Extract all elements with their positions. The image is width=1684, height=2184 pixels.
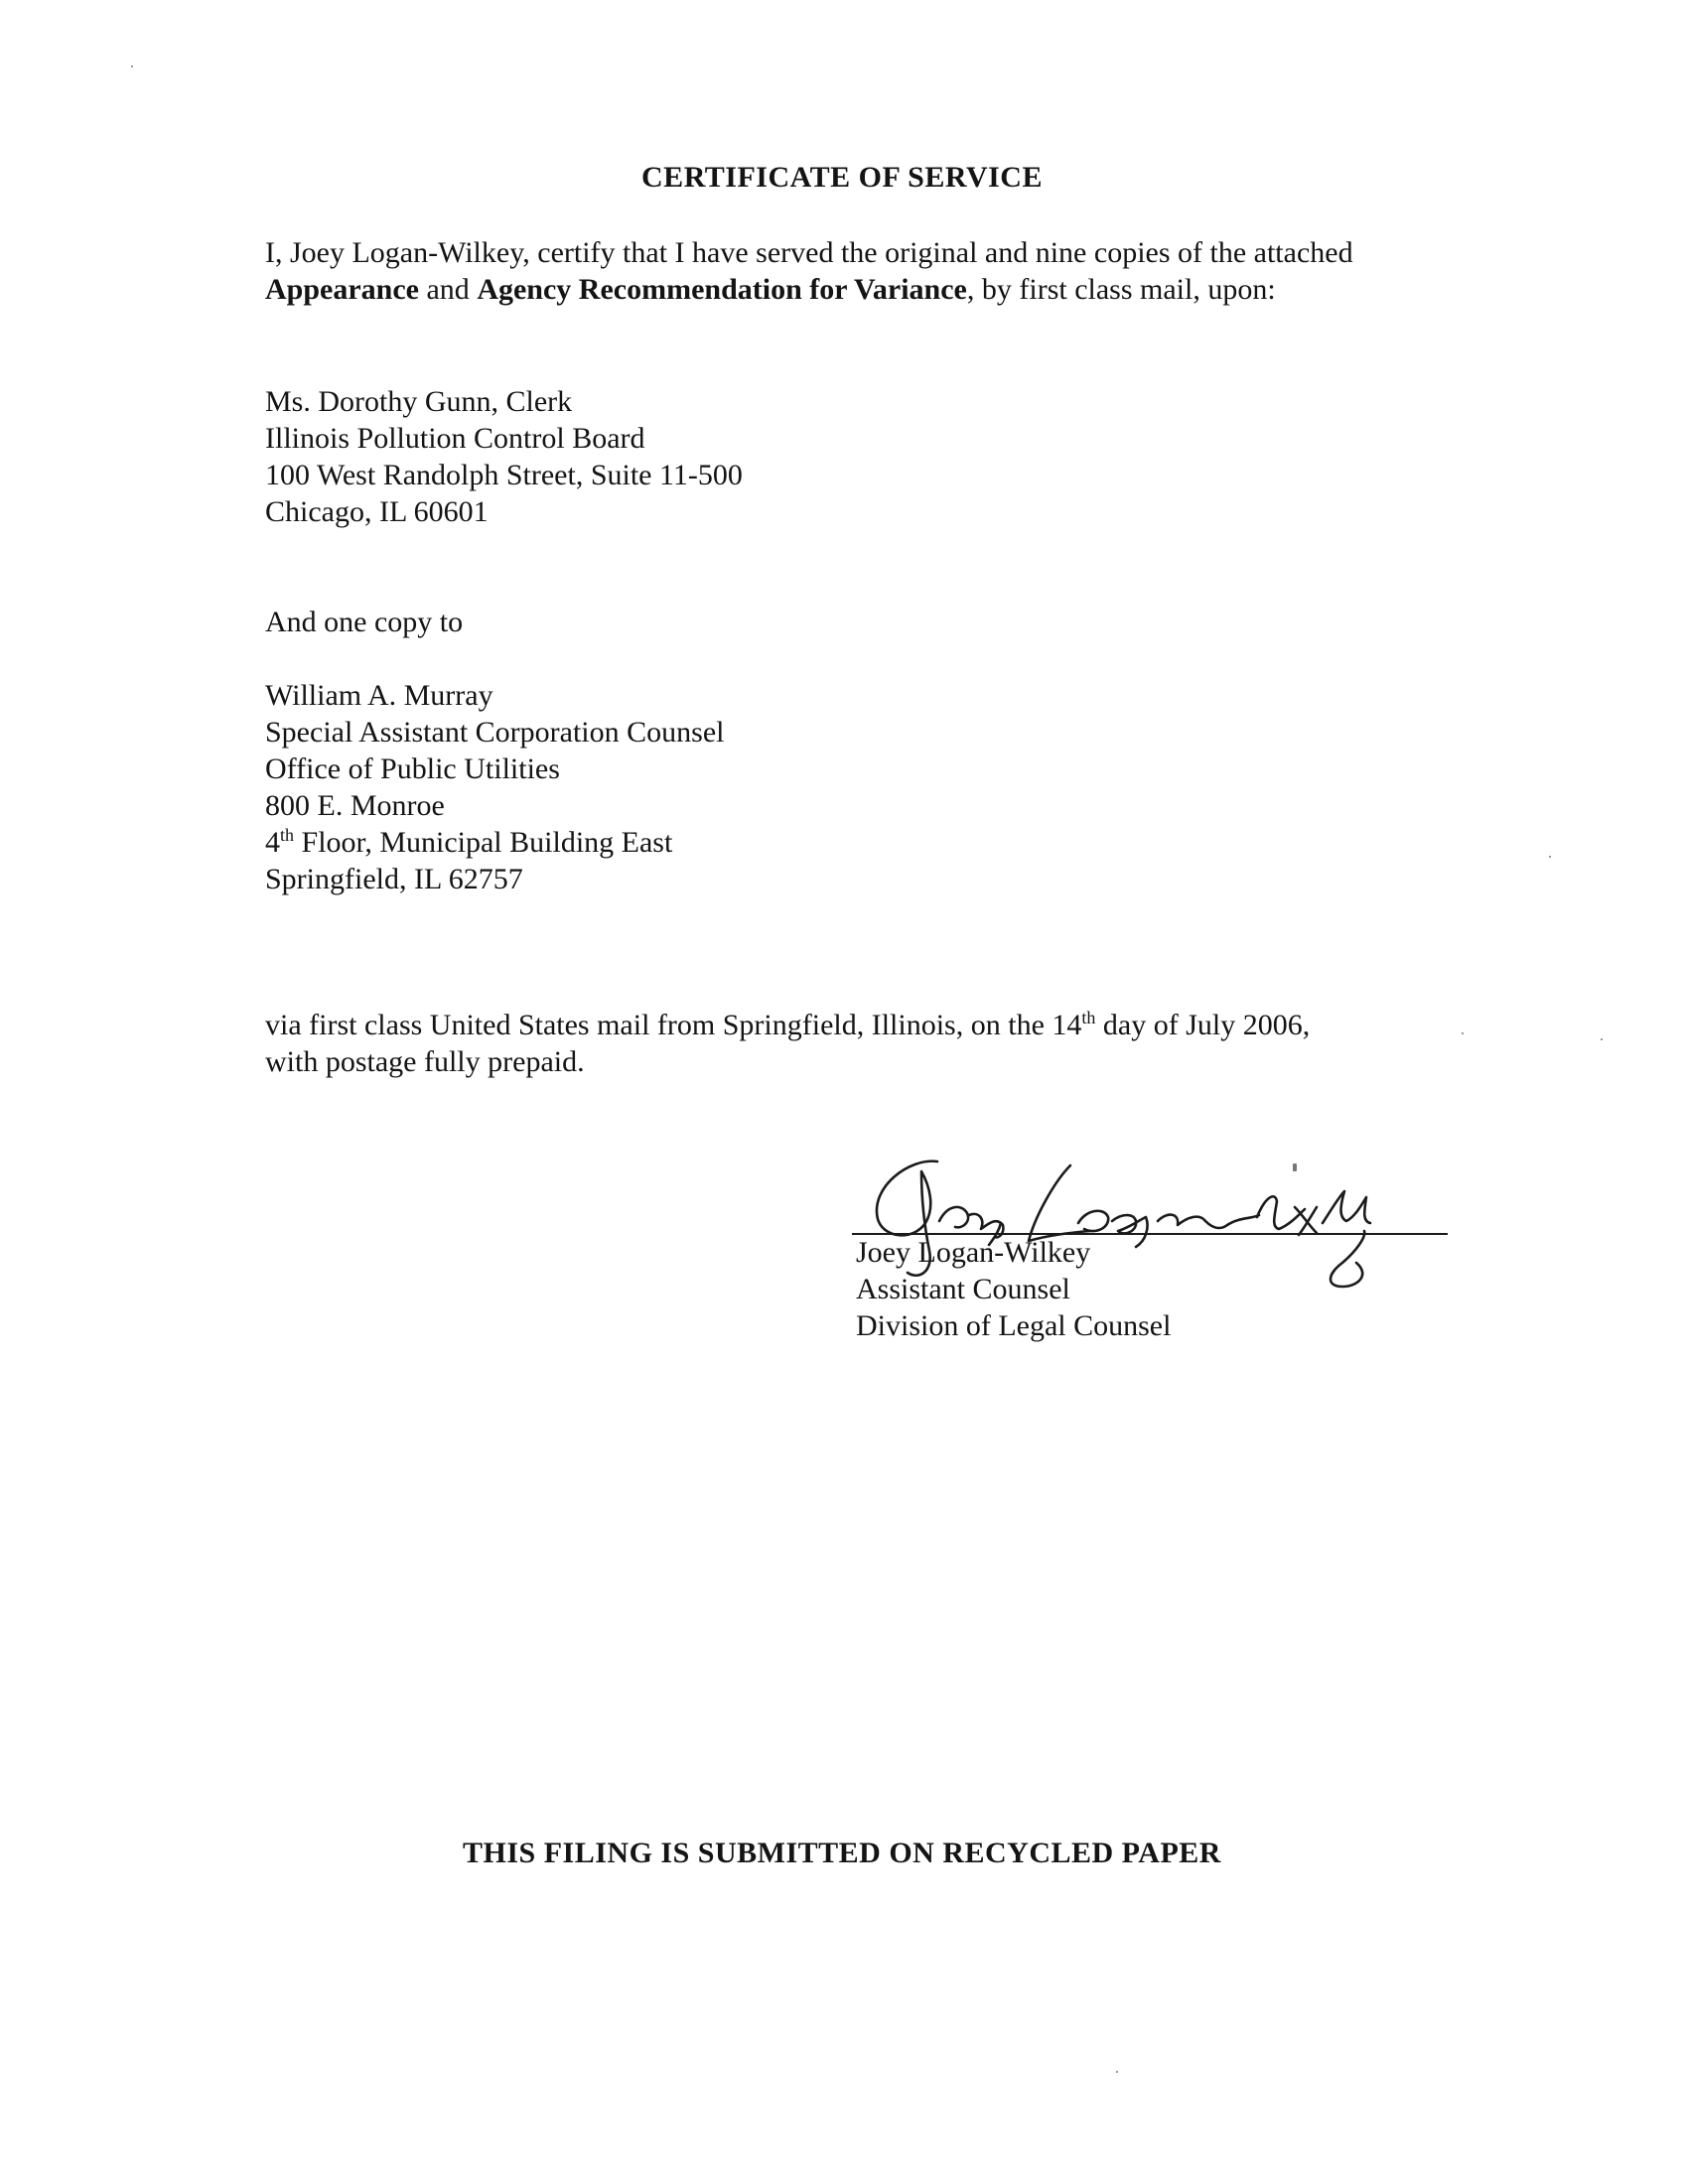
certification-paragraph — [265, 234, 1457, 308]
agency-recommendation-bold: Agency Recommendation for Variance — [477, 273, 967, 306]
floor-number: 4 — [265, 826, 280, 859]
signer-title: Assistant Counsel — [856, 1273, 1070, 1305]
scan-speck — [1116, 2071, 1118, 2073]
scan-speck — [1601, 1038, 1603, 1040]
via-text-3: with postage fully prepaid. — [265, 1045, 585, 1078]
intro-text-3: , by first class mail, upon: — [966, 273, 1276, 306]
address-line: Office of Public Utilities — [265, 752, 560, 785]
address-line: Chicago, IL 60601 — [265, 495, 489, 528]
intro-text-1: I, Joey Logan-Wilkey, certify that I have served the original and nine copies of the attached — [265, 236, 1353, 269]
scan-speck — [131, 66, 133, 68]
mailing-statement — [265, 1007, 1556, 1080]
address-line: Springfield, IL 62757 — [265, 863, 523, 895]
appearance-bold: Appearance — [265, 273, 419, 306]
intro-text-2: and — [418, 273, 478, 306]
signer-block — [856, 1234, 1171, 1344]
recycled-paper-notice: THIS FILING IS SUBMITTED ON RECYCLED PAPER — [463, 1837, 1221, 1869]
day-ordinal: th — [1081, 1008, 1096, 1027]
address-line: William A. Murray — [265, 679, 493, 712]
scan-speck — [1462, 1032, 1464, 1034]
address-line: 800 E. Monroe — [265, 789, 445, 822]
address-line — [265, 824, 724, 861]
address-line: Ms. Dorothy Gunn, Clerk — [265, 385, 573, 418]
floor-rest: Floor, Municipal Building East — [294, 826, 673, 859]
address-line: Illinois Pollution Control Board — [265, 422, 645, 455]
address-line: Special Assistant Corporation Counsel — [265, 716, 725, 749]
signer-name: Joey Logan-Wilkey — [856, 1236, 1091, 1269]
scan-speck — [1293, 1163, 1297, 1171]
via-text-2: day of July 2006, — [1095, 1009, 1311, 1041]
document-title: CERTIFICATE OF SERVICE — [641, 161, 1043, 194]
recipient-1-address — [265, 383, 743, 530]
floor-ordinal: th — [280, 825, 295, 845]
and-one-copy-to: And one copy to — [265, 606, 464, 638]
address-line: 100 West Randolph Street, Suite 11-500 — [265, 459, 743, 491]
signer-division: Division of Legal Counsel — [856, 1309, 1172, 1342]
recipient-2-address — [265, 677, 724, 897]
scan-speck — [1549, 856, 1551, 858]
via-text-1: via first class United States mail from Springfield, Illinois, on the 14 — [265, 1009, 1082, 1041]
